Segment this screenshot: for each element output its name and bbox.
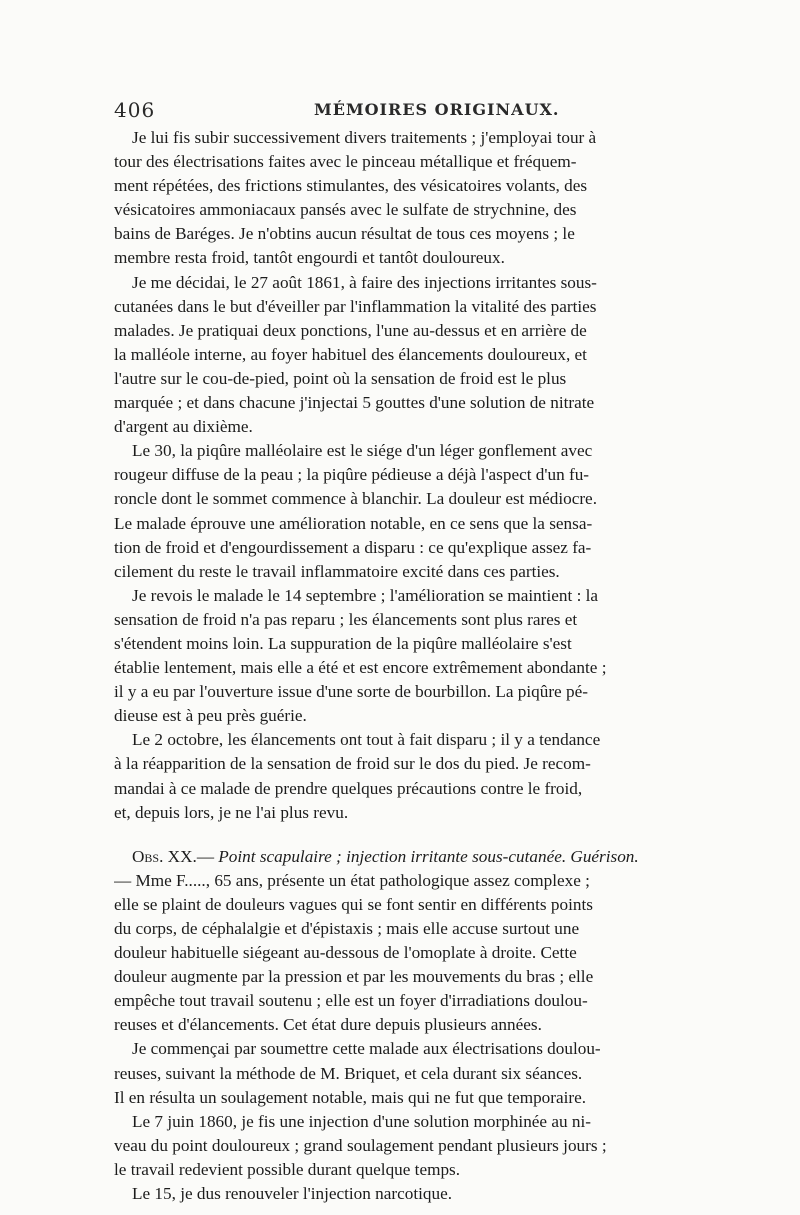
text-line: il y a eu par l'ouverture issue d'une sorte de bourbillon. La piqûre pé- <box>114 682 588 702</box>
text-line: ment répétées, des frictions stimulantes, des vésicatoires volants, des <box>114 176 588 196</box>
text-line: Le 7 juin 1860, je fis une injection d'une solution morphinée au ni- <box>132 1111 591 1131</box>
text-line: rougeur diffuse de la peau ; la piqûre pédieuse a déjà l'aspect d'un fu- <box>114 465 590 485</box>
paragraph <box>114 728 689 824</box>
text-line: Le 30, la piqûre malléolaire est le siége d'un léger gonflement avec <box>132 441 593 461</box>
text-line: Le 2 octobre, les élancements ont tout à fait disparu ; il y a tendance <box>132 730 601 750</box>
text-line: mandai à ce malade de prendre quelques précautions contre le froid, <box>114 778 583 798</box>
text-line: Le 15, je dus renouveler l'injection narcotique. <box>132 1184 452 1204</box>
observation-title: Point scapulaire ; injection irritante sous-cutanée. Guérison. <box>218 846 639 866</box>
text-line: Le malade éprouve une amélioration notable, en ce sens que la sensa- <box>114 513 593 533</box>
running-title: MÉMOIRES ORIGINAUX. <box>314 100 560 119</box>
page-header <box>114 98 686 122</box>
text-line: sensation de froid n'a pas reparu ; les élancements sont plus rares et <box>114 609 578 629</box>
body-text <box>114 126 689 1206</box>
text-line: la malléole interne, au foyer habituel des élancements douloureux, et <box>114 344 587 364</box>
text-line: le travail redevient possible durant quelque temps. <box>114 1159 461 1179</box>
text-line: Je commençai par soumettre cette malade aux électrisations doulou- <box>132 1039 601 1059</box>
paragraph <box>114 1110 689 1182</box>
text-line: tion de froid et d'engourdissement a disparu : ce qu'explique assez fa- <box>114 537 592 557</box>
text-line: d'argent au dixième. <box>114 417 253 437</box>
text-line: — Mme F....., 65 ans, présente un état pathologique assez complexe ; <box>114 870 590 890</box>
text-line: cilement du reste le travail inflammatoire excité dans ces parties. <box>114 561 560 581</box>
text-line: vésicatoires ammoniacaux pansés avec le sulfate de strychnine, des <box>114 200 577 220</box>
text-line: elle se plaint de douleurs vagues qui se font sentir en différents points <box>114 894 593 914</box>
observation-section <box>114 845 689 1038</box>
text-line: Je revois le malade le 14 septembre ; l'amélioration se maintient : la <box>132 585 599 605</box>
text-line: cutanées dans le but d'éveiller par l'inflammation la vitalité des parties <box>114 296 597 316</box>
text-line: du corps, de céphalalgie et d'épistaxis ; mais elle accuse surtout une <box>114 919 580 938</box>
text-line: empêche tout travail soutenu ; elle est un foyer d'irradiations doulou- <box>114 991 588 1011</box>
observation-heading <box>114 845 689 869</box>
text-line: malades. Je pratiquai deux ponctions, l'une au-dessus et en arrière de <box>114 320 587 340</box>
text-line: Je lui fis subir successivement divers traitements ; j'employai tour à <box>132 128 597 147</box>
paragraph <box>114 584 689 729</box>
text-line: tour des électrisations faites avec le pinceau métallique et fréquem- <box>114 152 577 172</box>
text-line: Je me décidai, le 27 août 1861, à faire des injections irritantes sous- <box>132 272 597 292</box>
paragraph <box>114 439 689 584</box>
text-line: à la réapparition de la sensation de froid sur le dos du pied. Je recom- <box>114 754 591 774</box>
text-line: roncle dont le sommet commence à blanchir. La douleur est médiocre. <box>114 489 597 509</box>
text-line: établie lentement, mais elle a été et est encore extrêmement abondante ; <box>114 658 607 678</box>
text-line: et, depuis lors, je ne l'ai plus revu. <box>114 802 349 822</box>
text-line: bains de Baréges. Je n'obtins aucun résultat de tous ces moyens ; le <box>114 224 575 244</box>
paragraph <box>114 1182 689 1206</box>
text-line: membre resta froid, tantôt engourdi et tantôt douloureux. <box>114 248 505 268</box>
text-line: Il en résulta un soulagement notable, mais qui ne fut que temporaire. <box>114 1087 587 1107</box>
page-number: 406 <box>114 98 156 122</box>
text-line: l'autre sur le cou-de-pied, point où la sensation de froid est le plus <box>114 368 567 388</box>
text-line: douleur habituelle siégeant au-dessous de l'omoplate à droite. Cette <box>114 943 577 963</box>
text-line: reuses, suivant la méthode de M. Briquet, et cela durant six séances. <box>114 1063 583 1083</box>
observation-label: Obs. XX. <box>132 846 197 866</box>
text-line: reuses et d'élancements. Cet état dure depuis plusieurs années. <box>114 1015 542 1035</box>
observation-dash: — <box>196 846 214 866</box>
text-line: veau du point douloureux ; grand soulagement pendant plusieurs jours ; <box>114 1135 607 1155</box>
text-line: dieuse est à peu près guérie. <box>114 706 307 726</box>
paragraph <box>114 271 689 440</box>
text-line: s'étendent moins loin. La suppuration de la piqûre malléolaire s'est <box>114 633 572 653</box>
text-line: marquée ; et dans chacune j'injectai 5 gouttes d'une solution de nitrate <box>114 393 595 413</box>
paragraph <box>114 1037 689 1109</box>
text-line: douleur augmente par la pression et par les mouvements du bras ; elle <box>114 967 594 987</box>
paragraph <box>114 126 689 271</box>
